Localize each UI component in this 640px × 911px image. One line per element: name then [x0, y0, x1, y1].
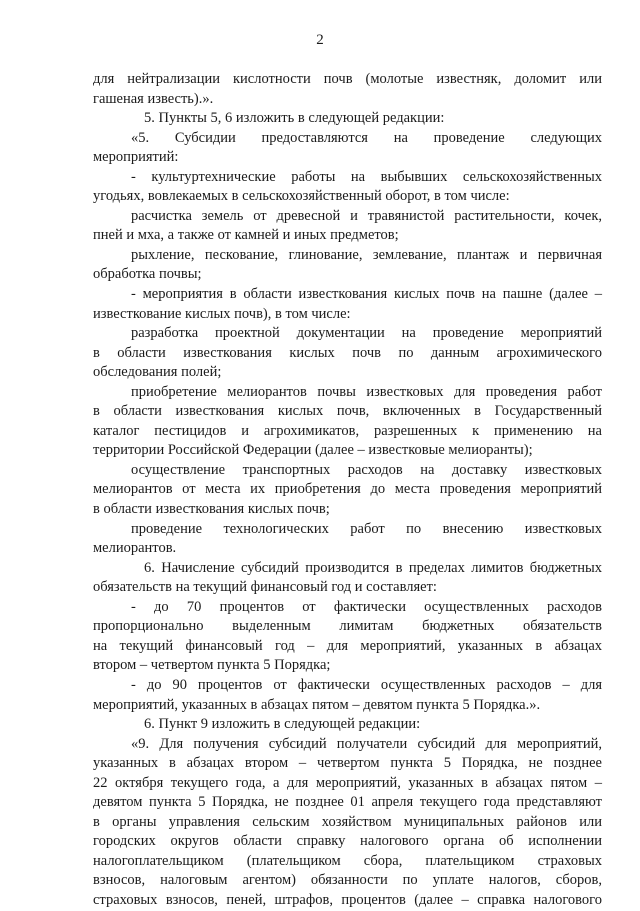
- text-line: мелиорантов.: [93, 540, 177, 557]
- text-line: - культуртехнические работы на выбывших сельскохозяйственных: [131, 168, 602, 185]
- text-line: указанных в абзацах втором – четвертом пункта 5 Порядка, не позднее: [93, 755, 602, 772]
- text-line: обследования полей;: [93, 364, 222, 381]
- text-line: проведение технологических работ по внесению известковых: [131, 520, 602, 537]
- text-line: обработка почвы;: [93, 266, 202, 283]
- text-line: городских округов области справку налогового органа об исполнении: [93, 833, 602, 850]
- text-line: для нейтрализации кислотности почв (молотые известняк, доломит или: [93, 71, 602, 87]
- text-line: угодьях, вовлекаемых в сельскохозяйственный оборот, в том числе:: [93, 188, 510, 205]
- text-line: втором – четвертом пункта 5 Порядка;: [93, 657, 331, 674]
- text-line: 22 октября текущего года, а для мероприятий, указанных в абзацах пятом –: [93, 774, 602, 791]
- text-line: на текущий финансовый год – для мероприятий, указанных в абзацах: [93, 637, 602, 654]
- text-line: - мероприятия в области известкования кислых почв на пашне (далее –: [131, 286, 602, 303]
- text-line: территории Российской Федерации (далее – известковые мелиоранты);: [93, 442, 533, 459]
- text-line: 6. Пункт 9 изложить в следующей редакции:: [144, 716, 421, 733]
- text-line: рыхление, пескование, глинование, землевание, плантаж и первичная: [131, 246, 602, 263]
- text-line: - до 90 процентов от фактически осуществленных расходов – для: [131, 676, 602, 693]
- text-line: налогоплательщиком (плательщиком сбора, плательщиком страховых: [93, 852, 602, 869]
- text-line: в области известкования кислых почв по данным агрохимического: [93, 344, 602, 361]
- document-body: [93, 70, 602, 911]
- text-line: мелиорантов от места их приобретения до места проведения мероприятий: [93, 481, 602, 498]
- text-line: в органы управления сельским хозяйством муниципальных районов или: [93, 813, 602, 830]
- text-line: 6. Начисление субсидий производится в пределах лимитов бюджетных: [144, 559, 602, 576]
- text-line: приобретение мелиорантов почвы известковых для проведения работ: [131, 383, 602, 400]
- text-line: пропорционально выделенным лимитам бюджетных обязательств: [93, 618, 602, 635]
- text-line: осуществление транспортных расходов на доставку известковых: [131, 461, 602, 478]
- text-line: в области известкования кислых почв;: [93, 501, 330, 518]
- text-line: - до 70 процентов от фактически осуществленных расходов: [131, 598, 602, 615]
- text-line: расчистка земель от древесной и травянистой растительности, кочек,: [131, 207, 602, 224]
- text-line: разработка проектной документации на проведение мероприятий: [131, 325, 602, 342]
- text-line: взносов, налоговым агентом) обязанности по уплате налогов, сборов,: [93, 872, 602, 889]
- text-line: пней и мха, а также от камней и иных предметов;: [93, 227, 399, 244]
- text-line: мероприятий, указанных в абзацах пятом – девятом пункта 5 Порядка.».: [93, 696, 541, 713]
- text-line: девятом пункта 5 Порядка, не позднее 01 апреля текущего года представляют: [93, 794, 602, 811]
- text-line: известкование кислых почв), в том числе:: [93, 305, 351, 322]
- text-line: «5. Субсидии предоставляются на проведение следующих: [131, 129, 602, 146]
- text-line: обязательств на текущий финансовый год и составляет:: [93, 579, 437, 596]
- text-line: в области известкования кислых почв, включенных в Государственный: [93, 403, 602, 420]
- text-line: страховых взносов, пеней, штрафов, процентов (далее – справка налогового: [93, 891, 602, 908]
- text-line: каталог пестицидов и агрохимикатов, разрешенных к применению на: [93, 422, 602, 439]
- text-line: 5. Пункты 5, 6 изложить в следующей редакции:: [144, 110, 445, 127]
- text-line: гашеная известь).».: [93, 90, 214, 107]
- text-line: «9. Для получения субсидий получатели субсидий для мероприятий,: [131, 735, 602, 752]
- text-line: мероприятий:: [93, 149, 179, 166]
- page-number: 2: [316, 32, 324, 48]
